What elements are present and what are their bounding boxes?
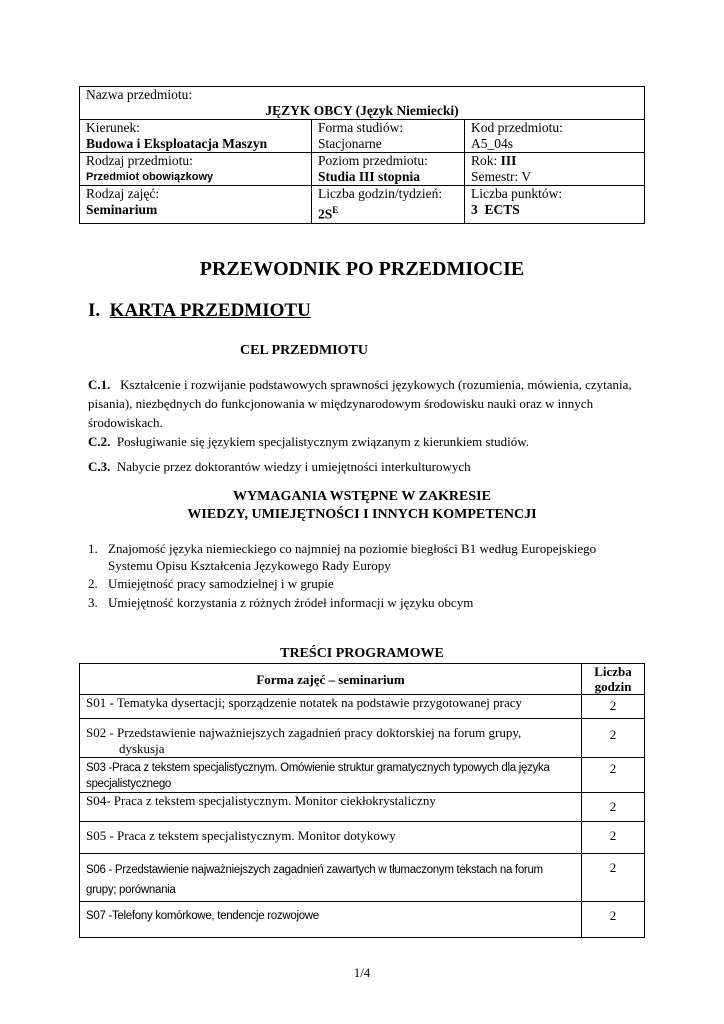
goal-text: Kształcenie i rozwijanie podstawowych sprawności językowych (rozumienia, mówienia, czytania, pisania), niezbędnych do funkcjonowania w międzynarodowym środowisku nauki oraz w innych środowiskach. — [88, 377, 632, 430]
row-hours: 2 — [582, 822, 645, 854]
table-row — [80, 793, 645, 822]
field-label: Kierunek: — [86, 120, 140, 135]
requirement-text: Umiejętność pracy samodzielnej i w grupie — [108, 576, 334, 591]
row-hours: 2 — [582, 902, 645, 938]
weekly-hours-sup: E — [332, 205, 339, 215]
row-hours: 2 — [582, 719, 645, 758]
goal-code: C.3. — [88, 459, 111, 474]
study-form-value: Stacjonarne — [318, 136, 382, 151]
weekly-hours-number: 2S — [318, 206, 333, 222]
row-topic: S03 -Praca z tekstem specjalistycznym. Omówienie struktur gramatycznych typowych dla języka specjalistycznego — [80, 758, 582, 793]
course-level-cell — [312, 153, 465, 186]
table-row — [80, 822, 645, 854]
requirement-number: 3. — [88, 595, 98, 610]
column-header-form: Forma zajęć – seminarium — [80, 664, 582, 695]
program-heading: TREŚCI PROGRAMOWE — [280, 646, 444, 661]
table-row — [80, 758, 645, 793]
row-topic: S07 -Telefony komórkowe, tendencje rozwojowe — [80, 902, 582, 938]
row-hours: 2 — [582, 695, 645, 719]
course-type-cell — [80, 153, 312, 186]
row-topic: S01 - Tematyka dysertacji; sporządzenie notatek na podstawie przygotowanej pracy — [80, 695, 582, 719]
year-semester-cell — [465, 153, 645, 186]
program-table — [79, 663, 645, 938]
study-form-label: Forma studiów: — [318, 120, 404, 135]
subject-cell — [80, 87, 645, 120]
goal-item — [88, 375, 633, 432]
goal-code: C.1. — [88, 377, 111, 392]
section-heading — [88, 300, 311, 322]
course-level-value: Studia III stopnia — [318, 169, 421, 184]
ects-label: Liczba punktów: — [471, 186, 563, 201]
goals-heading: CEL PRZEDMIOTU — [240, 343, 368, 358]
year-value: III — [500, 153, 517, 168]
table-row — [80, 695, 645, 719]
table-row — [80, 719, 645, 758]
section-title: KARTA PRZEDMIOTU — [109, 300, 311, 321]
row-hours: 2 — [582, 758, 645, 793]
goal-item — [88, 457, 633, 476]
goal-item — [88, 432, 633, 451]
document-title: PRZEWODNIK PO PRZEDMIOCIE — [199, 258, 525, 280]
course-code-label: Kod przedmiotu: — [471, 120, 563, 135]
course-code-cell — [465, 120, 645, 153]
row-topic: S04- Praca z tekstem specjalistycznym. Monitor ciekłokrystaliczny — [80, 793, 582, 822]
page-number: 1/4 — [353, 965, 371, 980]
row-topic: S06 - Przedstawienie najważniejszych zagadnień zawartych w tłumaczonym tekstach na forum grupy; porównania — [80, 854, 582, 902]
row-topic — [80, 719, 582, 758]
weekly-hours-cell — [312, 186, 465, 224]
course-level-label: Poziom przedmiotu: — [318, 153, 428, 168]
requirement-item — [88, 594, 648, 611]
table-row — [80, 854, 645, 902]
requirements-heading-line2: WIEDZY, UMIEJĘTNOŚCI I INNYCH KOMPETENCJI — [187, 507, 537, 522]
column-header-hours: Liczba godzin — [582, 664, 645, 695]
requirement-text: Umiejętność korzystania z różnych źródeł informacji w języku obcym — [108, 595, 474, 610]
goal-text: Posługiwanie się językiem specjalistycznym związanym z kierunkiem studiów. — [116, 434, 530, 449]
year-label: Rok: — [471, 153, 498, 168]
requirement-item — [88, 575, 648, 592]
ects-cell — [465, 186, 645, 224]
course-type-value: Przedmiot obowiązkowy — [86, 171, 214, 183]
row-topic-line: S02 - Przedstawienie najważniejszych zagadnień pracy doktorskiej na forum grupy, — [86, 725, 522, 740]
weekly-hours-value — [318, 202, 458, 223]
weekly-hours-label: Liczba godzin/tydzień: — [318, 186, 443, 201]
subject-label: Nazwa przedmiotu: — [86, 87, 193, 102]
program-table-header — [80, 664, 645, 695]
course-code-value: A5_04s — [471, 136, 514, 151]
requirement-number: 1. — [88, 541, 98, 556]
requirement-number: 2. — [88, 576, 98, 591]
row-topic: S05 - Praca z tekstem specjalistycznym. Monitor dotykowy — [80, 822, 582, 854]
class-type-value: Seminarium — [86, 202, 158, 217]
class-type-label: Rodzaj zajęć: — [86, 186, 160, 201]
field-value: Budowa i Eksploatacja Maszyn — [86, 136, 268, 151]
row-topic-line: dyskusja — [119, 741, 165, 756]
ects-value: 3 ECTS — [471, 202, 520, 217]
semester-value: Semestr: V — [471, 169, 532, 184]
requirements-heading-line1: WYMAGANIA WSTĘPNE W ZAKRESIE — [233, 489, 491, 504]
requirement-item — [88, 540, 648, 574]
year-line — [471, 153, 638, 169]
row-hours: 2 — [582, 854, 645, 902]
course-info-table — [79, 86, 645, 224]
requirement-text: Znajomość języka niemieckiego co najmniej na poziomie biegłości B1 według Europejskiego Systemu Opisu Kształcenia Językowego Rady Europy — [108, 541, 597, 573]
class-type-cell — [80, 186, 312, 224]
row-hours: 2 — [582, 793, 645, 822]
course-type-label: Rodzaj przedmiotu: — [86, 153, 193, 168]
goal-text: Nabycie przez doktorantów wiedzy i umiejętności interkulturowych — [116, 459, 471, 474]
study-form-cell — [312, 120, 465, 153]
goal-code: C.2. — [88, 434, 111, 449]
table-row — [80, 902, 645, 938]
section-number: I. — [88, 300, 101, 321]
requirements-heading — [0, 488, 724, 524]
subject-value: JĘZYK OBCY (Język Niemiecki) — [265, 103, 459, 118]
field-cell — [80, 120, 312, 153]
